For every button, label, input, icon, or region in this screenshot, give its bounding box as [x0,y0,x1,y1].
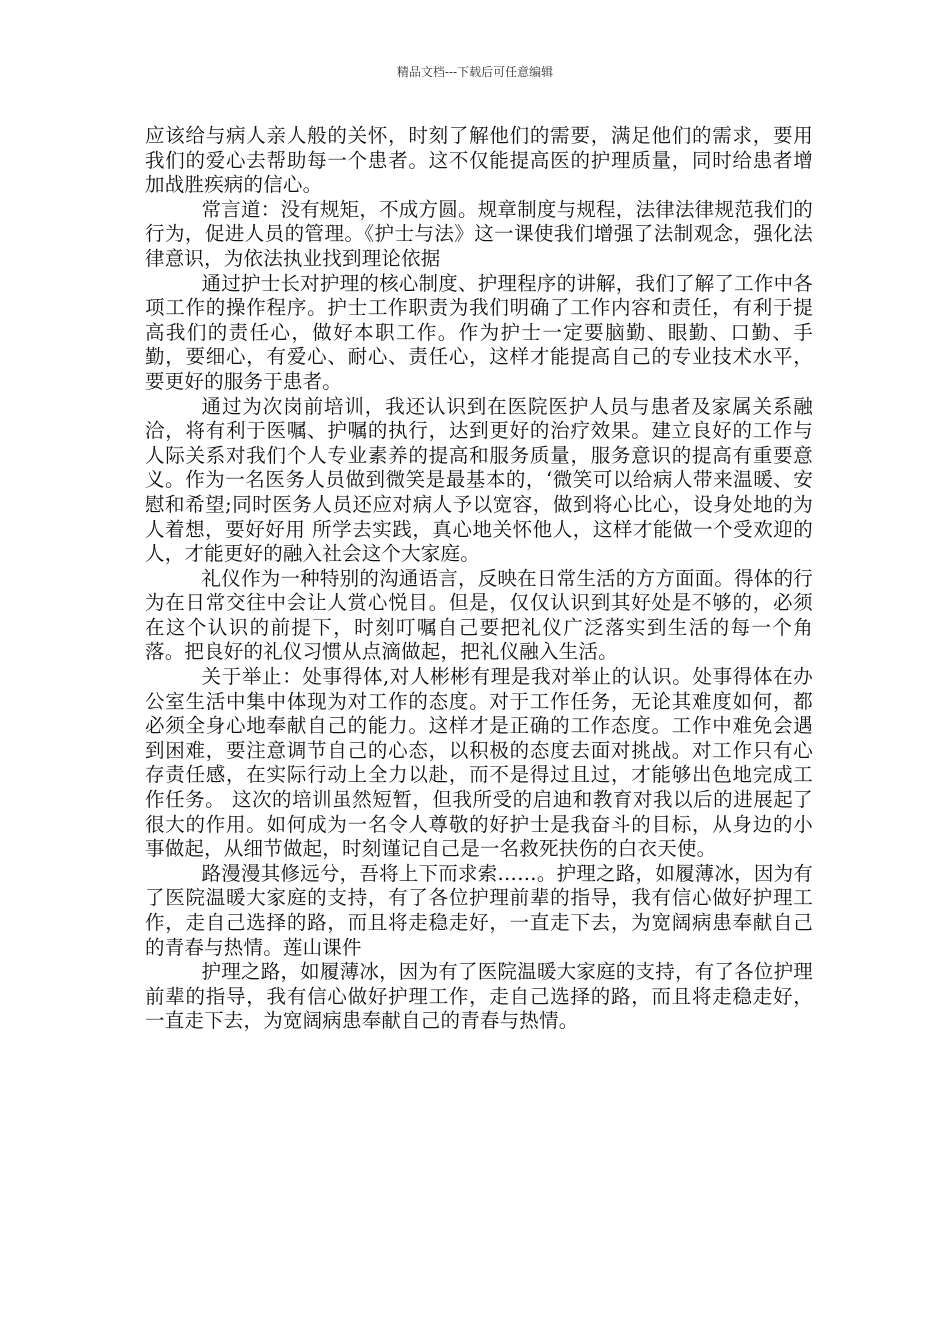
paragraph: 通过护士长对护理的核心制度、护理程序的讲解，我们了解了工作中各项工作的操作程序。护士工作职责为我们明确了工作内容和责任，有利于提高我们的责任心，做好本职工作。作为护士一定要脑勤、眼勤、口勤、手勤，要细心，有爱心、耐心、责任心，这样才能提高自己的专业技术水平，要更好的服务于患者。 [145,271,813,393]
page-header: 精品文档---下载后可任意编辑 [396,65,554,79]
paragraph: 常言道：没有规矩，不成方圆。规章制度与规程，法律法律规范我们的行为，促进人员的管理。《护士与法》这一课使我们增强了法制观念，强化法律意识，为依法执业找到理论依据 [145,197,813,270]
document-body [145,124,813,1034]
paragraph: 通过为次岗前培训，我还认识到在医院医护人员与患者及家属关系融洽，将有利于医嘱、护嘱的执行，达到更好的治疗效果。建立良好的工作与人际关系对我们个人专业素养的提高和服务质量，服务意识的提高有重要意义。作为一名医务人员做到微笑是最基本的，‘微笑可以给病人带来温暖、安慰和希望;同时医务人员还应对病人予以宽容，做到将心比心，设身处地的为人着想，要好好用 所学去实践，真心地关怀他人，这样才能做一个受欢迎的人，才能更好的融入社会这个大家庭。 [145,394,813,566]
paragraph: 路漫漫其修远兮，吾将上下而求索……。护理之路，如履薄冰，因为有了医院温暖大家庭的支持，有了各位护理前辈的指导，我有信心做好护理工作，走自己选择的路，而且将走稳走好，一直走下去，为宽阔病患奉献自己的青春与热情。莲山课件 [145,861,813,959]
paragraph: 礼仪作为一种特别的沟通语言，反映在日常生活的方方面面。得体的行为在日常交往中会让人赏心悦目。但是，仅仅认识到其好处是不够的，必须在这个认识的前提下，时刻叮嘱自己要把礼仪广泛落实到生活的每一个角落。把良好的礼仪习惯从点滴做起，把礼仪融入生活。 [145,566,813,664]
paragraph: 护理之路，如履薄冰，因为有了医院温暖大家庭的支持，有了各位护理前辈的指导，我有信心做好护理工作，走自己选择的路，而且将走稳走好，一直走下去，为宽阔病患奉献自己的青春与热情。 [145,960,813,1033]
paragraph: 应该给与病人亲人般的关怀，时刻了解他们的需要，满足他们的需求，要用我们的爱心去帮助每一个患者。这不仅能提高医的护理质量，同时给患者增加战胜疾病的信心。 [145,124,813,197]
paragraph: 关于举止：处事得体,对人彬彬有理是我对举止的认识。处事得体在办公室生活中集中体现为对工作的态度。对于工作任务，无论其难度如何，都必须全身心地奉献自己的能力。这样才是正确的工作态度。工作中难免会遇到困难，要注意调节自己的心态，以积极的态度去面对挑战。对工作只有心存责任感，在实际行动上全力以赴，而不是得过且过，才能够出色地完成工作任务。 这次的培训虽然短暂，但我所受的启迪和教育对我以后的进展起了很大的作用。如何成为一名令人尊敬的好护士是我奋斗的目标，从身边的小事做起，从细节做起，时刻谨记自己是一名救死扶伤的白衣天使。 [145,665,813,861]
